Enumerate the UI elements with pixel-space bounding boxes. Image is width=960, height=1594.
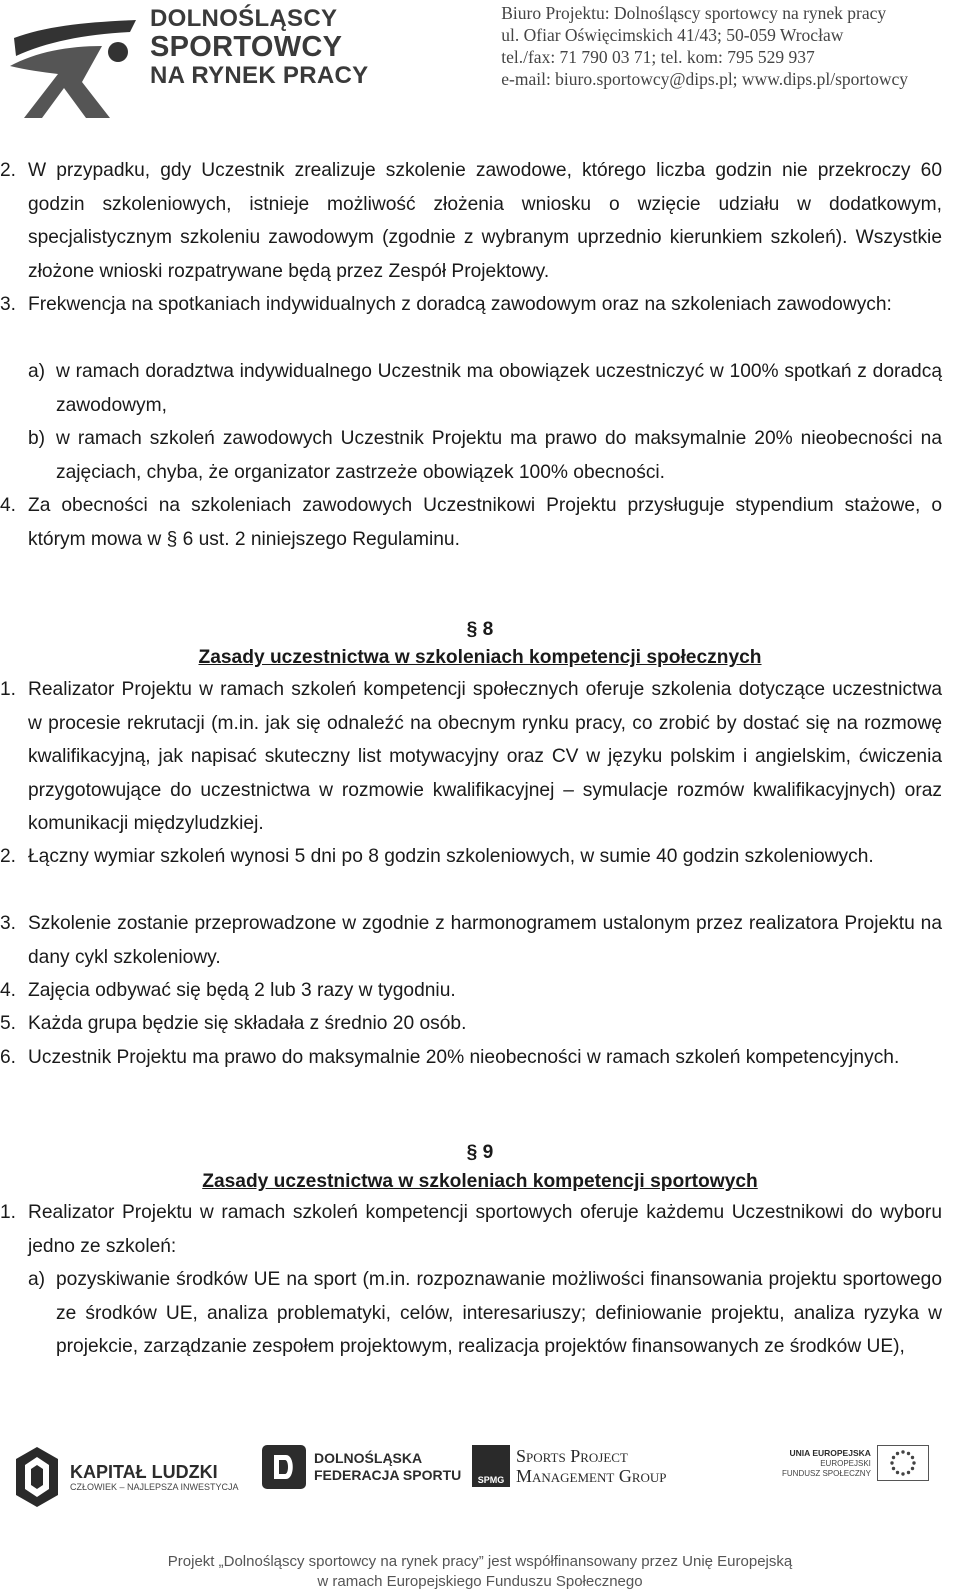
note-line: w ramach Europejskiego Funduszu Społecznego — [317, 1573, 643, 1590]
page-header — [0, 0, 960, 125]
list-item-text: pozyskiwanie środków UE na sport (m.in. rozpoznawanie możliwości finansowania projektu sportowego ze środków UE, analiza problematyki, celów, interesariuszy; definiowanie projektu, analiza ryzyka w projekcie, zarządzanie zespołem projektowym, realizacja projektów finansowanych ze środków UE), — [56, 1269, 942, 1357]
paragraph-text: Zajęcia odbywać się będą 2 lub 3 razy w tygodniu. — [28, 980, 456, 1001]
logo-line: DOLNOŚLĄSCY — [150, 5, 338, 32]
paragraph-text: Uczestnik Projektu ma prawo do maksymalnie 20% nieobecności w ramach szkoleń kompetencyjnych. — [28, 1047, 900, 1068]
eu-logo — [782, 1445, 929, 1481]
paragraph-number: 3. — [0, 294, 17, 315]
contact-line: tel./fax: 71 790 03 71; tel. kom: 795 529 937 — [501, 47, 815, 67]
paragraph-number: 4. — [0, 980, 17, 1001]
sponsor-name: KAPITAŁ LUDZKI — [70, 1462, 218, 1482]
list-item-text: w ramach szkoleń zawodowych Uczestnik Projektu ma prawo do maksymalnie 20% nieobecności na zajęciach, chyba, że organizator zastrzeże obowiązek 100% obecności. — [56, 428, 942, 483]
contact-line: ul. Ofiar Oświęcimskich 41/43; 50-059 Wrocław — [501, 25, 844, 45]
paragraph-3b — [28, 422, 942, 489]
paragraph-number: 5. — [0, 1013, 17, 1034]
paragraph-3 — [0, 288, 942, 322]
section-8-item-5 — [0, 1007, 942, 1041]
section-8-item-4 — [0, 974, 942, 1008]
paragraph-number: 1. — [0, 1202, 17, 1223]
project-office-contact — [501, 2, 908, 90]
sponsor-name: DOLNOŚLĄSKA — [314, 1450, 423, 1466]
section-title: Zasady uczestnictwa w szkoleniach kompetencji sportowych — [202, 1171, 758, 1192]
sponsor-tagline: EUROPEJSKI — [820, 1458, 871, 1468]
runner-logo-icon — [6, 8, 146, 120]
kapital-ludzki-logo — [14, 1445, 239, 1509]
paragraph-text: W przypadku, gdy Uczestnik zrealizuje szkolenie zawodowe, którego liczba godzin nie przekroczy 60 godzin szkoleniowych, istnieje możliwość złożenia wniosku o wzięcie udziału w dodatkowym, specjalistycznym szkoleniu zawodowym (zgodnie z wybranym uprzednio kierunkiem szkoleń). Wszystkie złożone wnioski rozpatrywane będą przez Zespół Projektowy. — [28, 160, 942, 282]
section-9-item-1 — [0, 1196, 942, 1263]
paragraph-text: Realizator Projektu w ramach szkoleń kompetencji społecznych oferuje szkolenia dotyczące uczestnictwa w procesie rekrutacji (m.in. jak się odnaleźć na obecnym rynku pracy, co zrobić by dostać się na rozmowę kwalifikacyjną, jak napisać skuteczny list motywacyjny oraz CV w języku polskim i angielskim, ćwiczenia przygotowujące do uczestnictwa w rozmowie kwalifikacyjnej – symulacje rozmów kwalifikacyjnych) oraz komunikacji międzyludzkiej. — [28, 679, 942, 834]
paragraph-text: Realizator Projektu w ramach szkoleń kompetencji sportowych oferuje każdemu Uczestnikowi do wyboru jedno ze szkoleń: — [28, 1202, 942, 1257]
section-8-item-3 — [0, 907, 942, 974]
paragraph-number: 6. — [0, 1047, 17, 1068]
eu-flag-icon — [877, 1445, 929, 1481]
spmg-badge-text: SPMG — [477, 1475, 505, 1485]
section-symbol: § 8 — [466, 619, 494, 640]
list-letter: a) — [28, 1269, 46, 1290]
paragraph-text: Szkolenie zostanie przeprowadzone w zgodnie z harmonogramem ustalonym przez realizatora Projektu na dany cykl szkoleniowy. — [28, 913, 942, 968]
paragraph-number: 2. — [0, 846, 17, 867]
list-letter: b) — [28, 428, 46, 449]
section-symbol: § 9 — [466, 1142, 494, 1163]
logo-line: NA RYNEK PRACY — [150, 62, 369, 89]
section-8-item-2 — [0, 840, 942, 874]
paragraph-number: 4. — [0, 495, 17, 516]
cofinancing-note — [0, 1552, 960, 1592]
list-item-text: w ramach doradztwa indywidualnego Uczestnik ma obowiązek uczestniczyć w 100% spotkań z doradcą zawodowym, — [56, 361, 942, 416]
list-letter: a) — [28, 361, 46, 382]
section-8-item-6 — [0, 1041, 942, 1075]
dfs-emblem-icon — [262, 1445, 306, 1489]
paragraph-text: Łączny wymiar szkoleń wynosi 5 dni po 8 godzin szkoleniowych, w sumie 40 godzin szkoleniowych. — [28, 846, 874, 867]
logo-line: SPORTOWCY — [150, 31, 343, 63]
section-title: Zasady uczestnictwa w szkoleniach kompetencji społecznych — [198, 647, 762, 668]
sponsor-name: Sports Project — [516, 1446, 628, 1466]
paragraph-3a — [28, 355, 942, 422]
sponsor-name: UNIA EUROPEJSKA — [789, 1447, 871, 1458]
note-line: Projekt „Dolnośląscy sportowcy na rynek pracy” jest współfinansowany przez Unię Europejską — [167, 1553, 793, 1570]
paragraph-text: Frekwencja na spotkaniach indywidualnych z doradcą zawodowym oraz na szkoleniach zawodowych: — [28, 294, 892, 315]
paragraph-number: 3. — [0, 913, 17, 934]
dfs-logo — [262, 1445, 461, 1489]
contact-line: e-mail: biuro.sportowcy@dips.pl; www.dips.pl/sportowcy — [501, 69, 908, 89]
paragraph-2 — [0, 154, 942, 288]
paragraph-number: 1. — [0, 679, 17, 700]
page-footer — [0, 1430, 960, 1594]
section-8-item-1 — [0, 673, 942, 841]
spmg-logo — [472, 1445, 667, 1487]
paragraph-text: Każda grupa będzie się składała z średnio 20 osób. — [28, 1013, 467, 1034]
paragraph-text: Za obecności na szkoleniach zawodowych Uczestnikowi Projektu przysługuje stypendium stażowe, o którym mowa w § 6 ust. 2 niniejszego Regulaminu. — [28, 495, 942, 550]
contact-line: Biuro Projektu: Dolnośląscy sportowcy na rynek pracy — [501, 3, 887, 23]
kapital-ludzki-emblem-icon — [14, 1445, 60, 1509]
section-9-item-1a — [28, 1263, 942, 1364]
project-logo-text — [150, 6, 368, 88]
sponsor-tagline: FUNDUSZ SPOŁECZNY — [782, 1468, 871, 1478]
sponsor-tagline: CZŁOWIEK – NAJLEPSZA INWESTYCJA — [70, 1482, 239, 1492]
paragraph-number: 2. — [0, 160, 17, 181]
spmg-badge-icon — [472, 1445, 510, 1487]
paragraph-4 — [0, 489, 942, 556]
sponsor-name: Management Group — [516, 1466, 667, 1486]
sponsor-name: FEDERACJA SPORTU — [314, 1467, 462, 1483]
